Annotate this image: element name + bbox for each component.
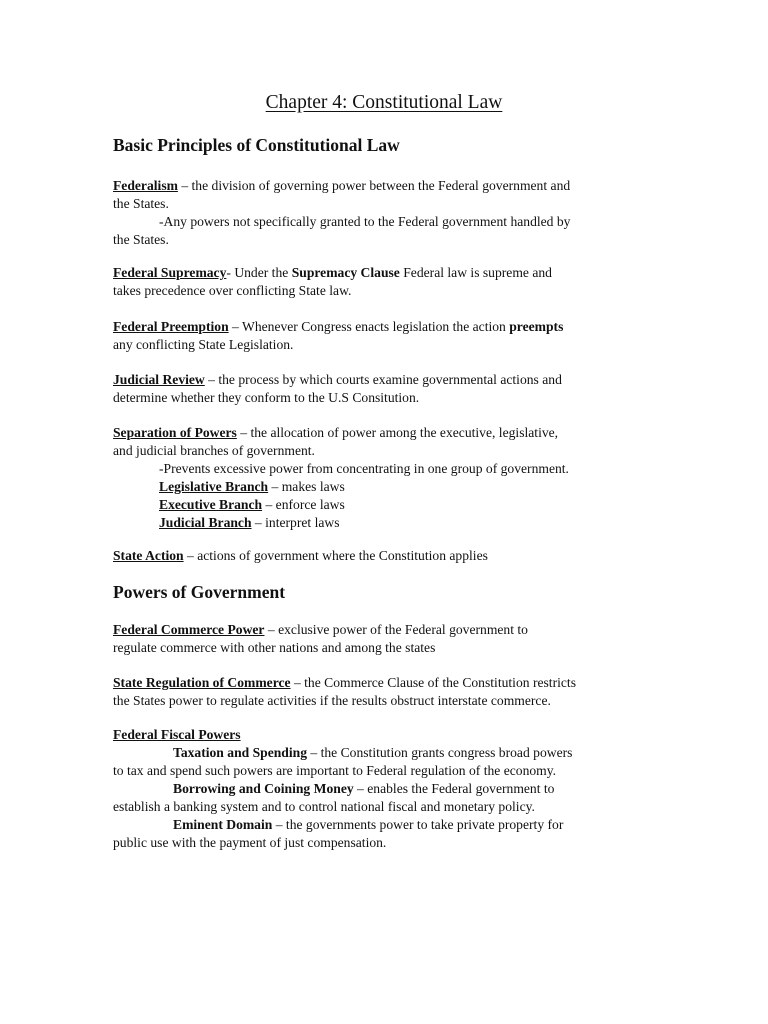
federalism-line3: -Any powers not specifically granted to the Federal government handled by [159, 214, 571, 229]
separation-line3: -Prevents excessive power from concentrating in one group of government. [159, 461, 569, 476]
separation-line1: – the allocation of power among the executive, legislative, [236, 425, 559, 440]
judicial-review-term: Judicial Review [113, 372, 205, 387]
eminent-domain-line1: – the governments power to take private property for [272, 817, 564, 832]
preemption-line2: any conflicting State Legislation. [113, 337, 294, 352]
judicial-branch-desc: – interpret laws [251, 515, 340, 530]
eminent-domain-term: Eminent Domain [173, 817, 273, 832]
eminent-domain-line2: public use with the payment of just compensation. [113, 835, 387, 850]
borrowing-line2: establish a banking system and to control national fiscal and monetary policy. [113, 799, 535, 814]
commerce-paragraph [113, 621, 673, 657]
executive-branch-desc: – enforce laws [262, 497, 345, 512]
supremacy-paragraph [113, 264, 673, 300]
fiscal-term: Federal Fiscal Powers [113, 727, 241, 742]
fiscal-paragraph [113, 726, 673, 852]
chapter-title: Chapter 4: Constitutional Law [265, 92, 503, 113]
taxation-line1: – the Constitution grants congress broad powers [307, 745, 573, 760]
federalism-line2: the States. [113, 196, 169, 211]
federalism-paragraph [113, 177, 673, 249]
legislative-branch-term: Legislative Branch [159, 479, 269, 494]
supremacy-post: Federal law is supreme and [399, 265, 552, 280]
federalism-term: Federalism [113, 178, 178, 193]
judicial-branch-line [113, 514, 673, 532]
preemption-bold: preempts [509, 319, 564, 334]
state-regulation-line2: the States power to regulate activities if the results obstruct interstate commerce. [113, 693, 551, 708]
preemption-paragraph [113, 318, 673, 354]
judicial-review-line1: – the process by which courts examine governmental actions and [204, 372, 562, 387]
federalism-line4: the States. [113, 232, 169, 247]
page-title [0, 90, 768, 116]
borrowing-term: Borrowing and Coining Money [173, 781, 354, 796]
section-heading-basic-principles: Basic Principles of Constitutional Law [113, 135, 400, 155]
section-heading-powers-of-government: Powers of Government [113, 582, 286, 602]
judicial-review-paragraph [113, 371, 673, 407]
state-regulation-term: State Regulation of Commerce [113, 675, 291, 690]
legislative-branch-line [113, 478, 673, 496]
separation-line2: and judicial branches of government. [113, 443, 315, 458]
taxation-line2: to tax and spend such powers are important to Federal regulation of the economy. [113, 763, 557, 778]
borrowing-line1: – enables the Federal government to [353, 781, 555, 796]
supremacy-clause: Supremacy Clause [291, 265, 400, 280]
state-action-term: State Action [113, 548, 184, 563]
commerce-line2: regulate commerce with other nations and among the states [113, 640, 436, 655]
supremacy-line2: takes precedence over conflicting State law. [113, 283, 352, 298]
judicial-branch-term: Judicial Branch [159, 515, 252, 530]
state-regulation-paragraph [113, 674, 673, 710]
separation-term: Separation of Powers [113, 425, 237, 440]
supremacy-pre: - Under the [226, 265, 292, 280]
executive-branch-line [113, 496, 673, 514]
commerce-term: Federal Commerce Power [113, 622, 265, 637]
preemption-term: Federal Preemption [113, 319, 229, 334]
supremacy-term: Federal Supremacy [113, 265, 227, 280]
state-action-line1: – actions of government where the Constitution applies [183, 548, 488, 563]
taxation-term: Taxation and Spending [173, 745, 307, 760]
commerce-line1: – exclusive power of the Federal government to [264, 622, 528, 637]
separation-paragraph [113, 424, 673, 532]
preemption-pre: – Whenever Congress enacts legislation the action [228, 319, 510, 334]
judicial-review-line2: determine whether they conform to the U.S Consitution. [113, 390, 420, 405]
federalism-line1: – the division of governing power between the Federal government and [177, 178, 571, 193]
state-action-paragraph [113, 547, 673, 565]
executive-branch-term: Executive Branch [159, 497, 263, 512]
state-regulation-line1: – the Commerce Clause of the Constitution restricts [290, 675, 576, 690]
legislative-branch-desc: – makes laws [268, 479, 345, 494]
